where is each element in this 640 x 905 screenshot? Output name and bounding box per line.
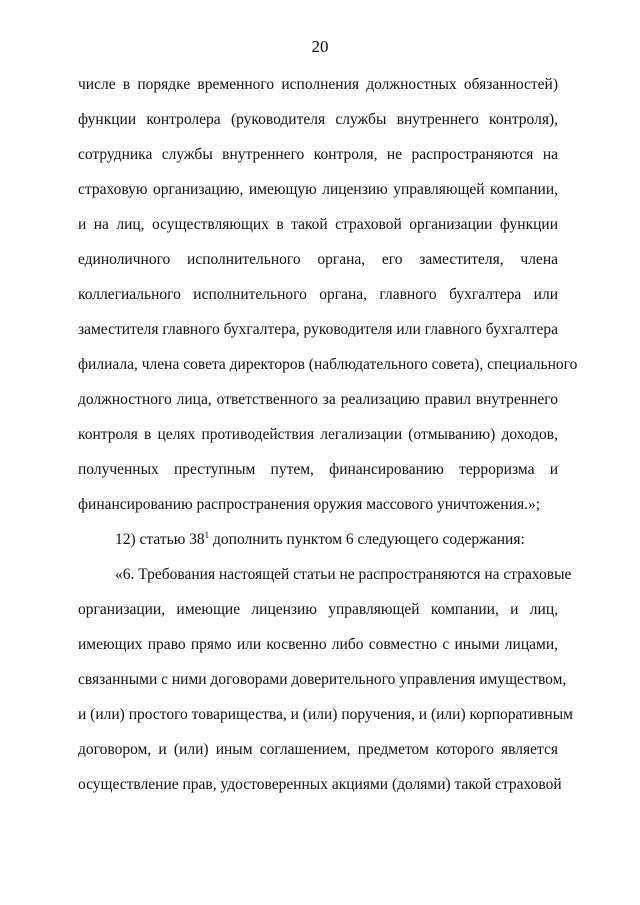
text-line: филиала, члена совета директоров (наблюдательного совета), специального	[78, 356, 578, 373]
item-superscript: 1	[204, 529, 210, 540]
text-line: должностного лица, ответственного за реализацию правил внутреннего	[78, 391, 558, 408]
text-line: функции контролера (руководителя службы внутреннего контроля),	[78, 111, 558, 128]
text-line: имеющих право прямо или косвенно либо совместно с иными лицами,	[78, 636, 558, 653]
text-line: и на лиц, осуществляющих в такой страховой организации функции	[78, 216, 558, 233]
item-prefix: 12) статью 38	[115, 531, 205, 548]
text-line: контроля в целях противодействия легализации (отмыванию) доходов,	[78, 426, 558, 443]
text-line: страховую организацию, имеющую лицензию управляющей компании,	[78, 181, 558, 198]
list-item-12	[115, 530, 560, 550]
item-suffix: дополнить пунктом 6 следующего содержания:	[209, 531, 525, 548]
text-line: коллегиального исполнительного органа, главного бухгалтера или	[78, 286, 558, 303]
text-line: полученных преступным путем, финансированию терроризма и	[78, 461, 558, 478]
text-line: сотрудника службы внутреннего контроля, не распространяются на	[78, 146, 558, 163]
text-line: финансированию распространения оружия массового уничтожения.»;	[78, 496, 541, 513]
text-line: и (или) простого товарищества, и (или) поручения, и (или) корпоративным	[78, 706, 573, 723]
page-number: 20	[311, 37, 329, 56]
text-line: организации, имеющие лицензию управляющей компании, и лиц,	[78, 601, 558, 618]
text-line: «6. Требования настоящей статьи не распространяются на страховые	[115, 566, 572, 583]
text-line: договором, и (или) иным соглашением, предметом которого является	[78, 741, 558, 758]
text-line: связанными с ними договорами доверительного управления имуществом,	[78, 671, 567, 688]
text-line: единоличного исполнительного органа, его заместителя, члена	[78, 251, 558, 268]
text-line: осуществление прав, удостоверенных акциями (долями) такой страховой	[78, 776, 562, 793]
text-line: заместителя главного бухгалтера, руководителя или главного бухгалтера	[78, 321, 558, 338]
text-line: числе в порядке временного исполнения должностных обязанностей)	[78, 76, 558, 93]
